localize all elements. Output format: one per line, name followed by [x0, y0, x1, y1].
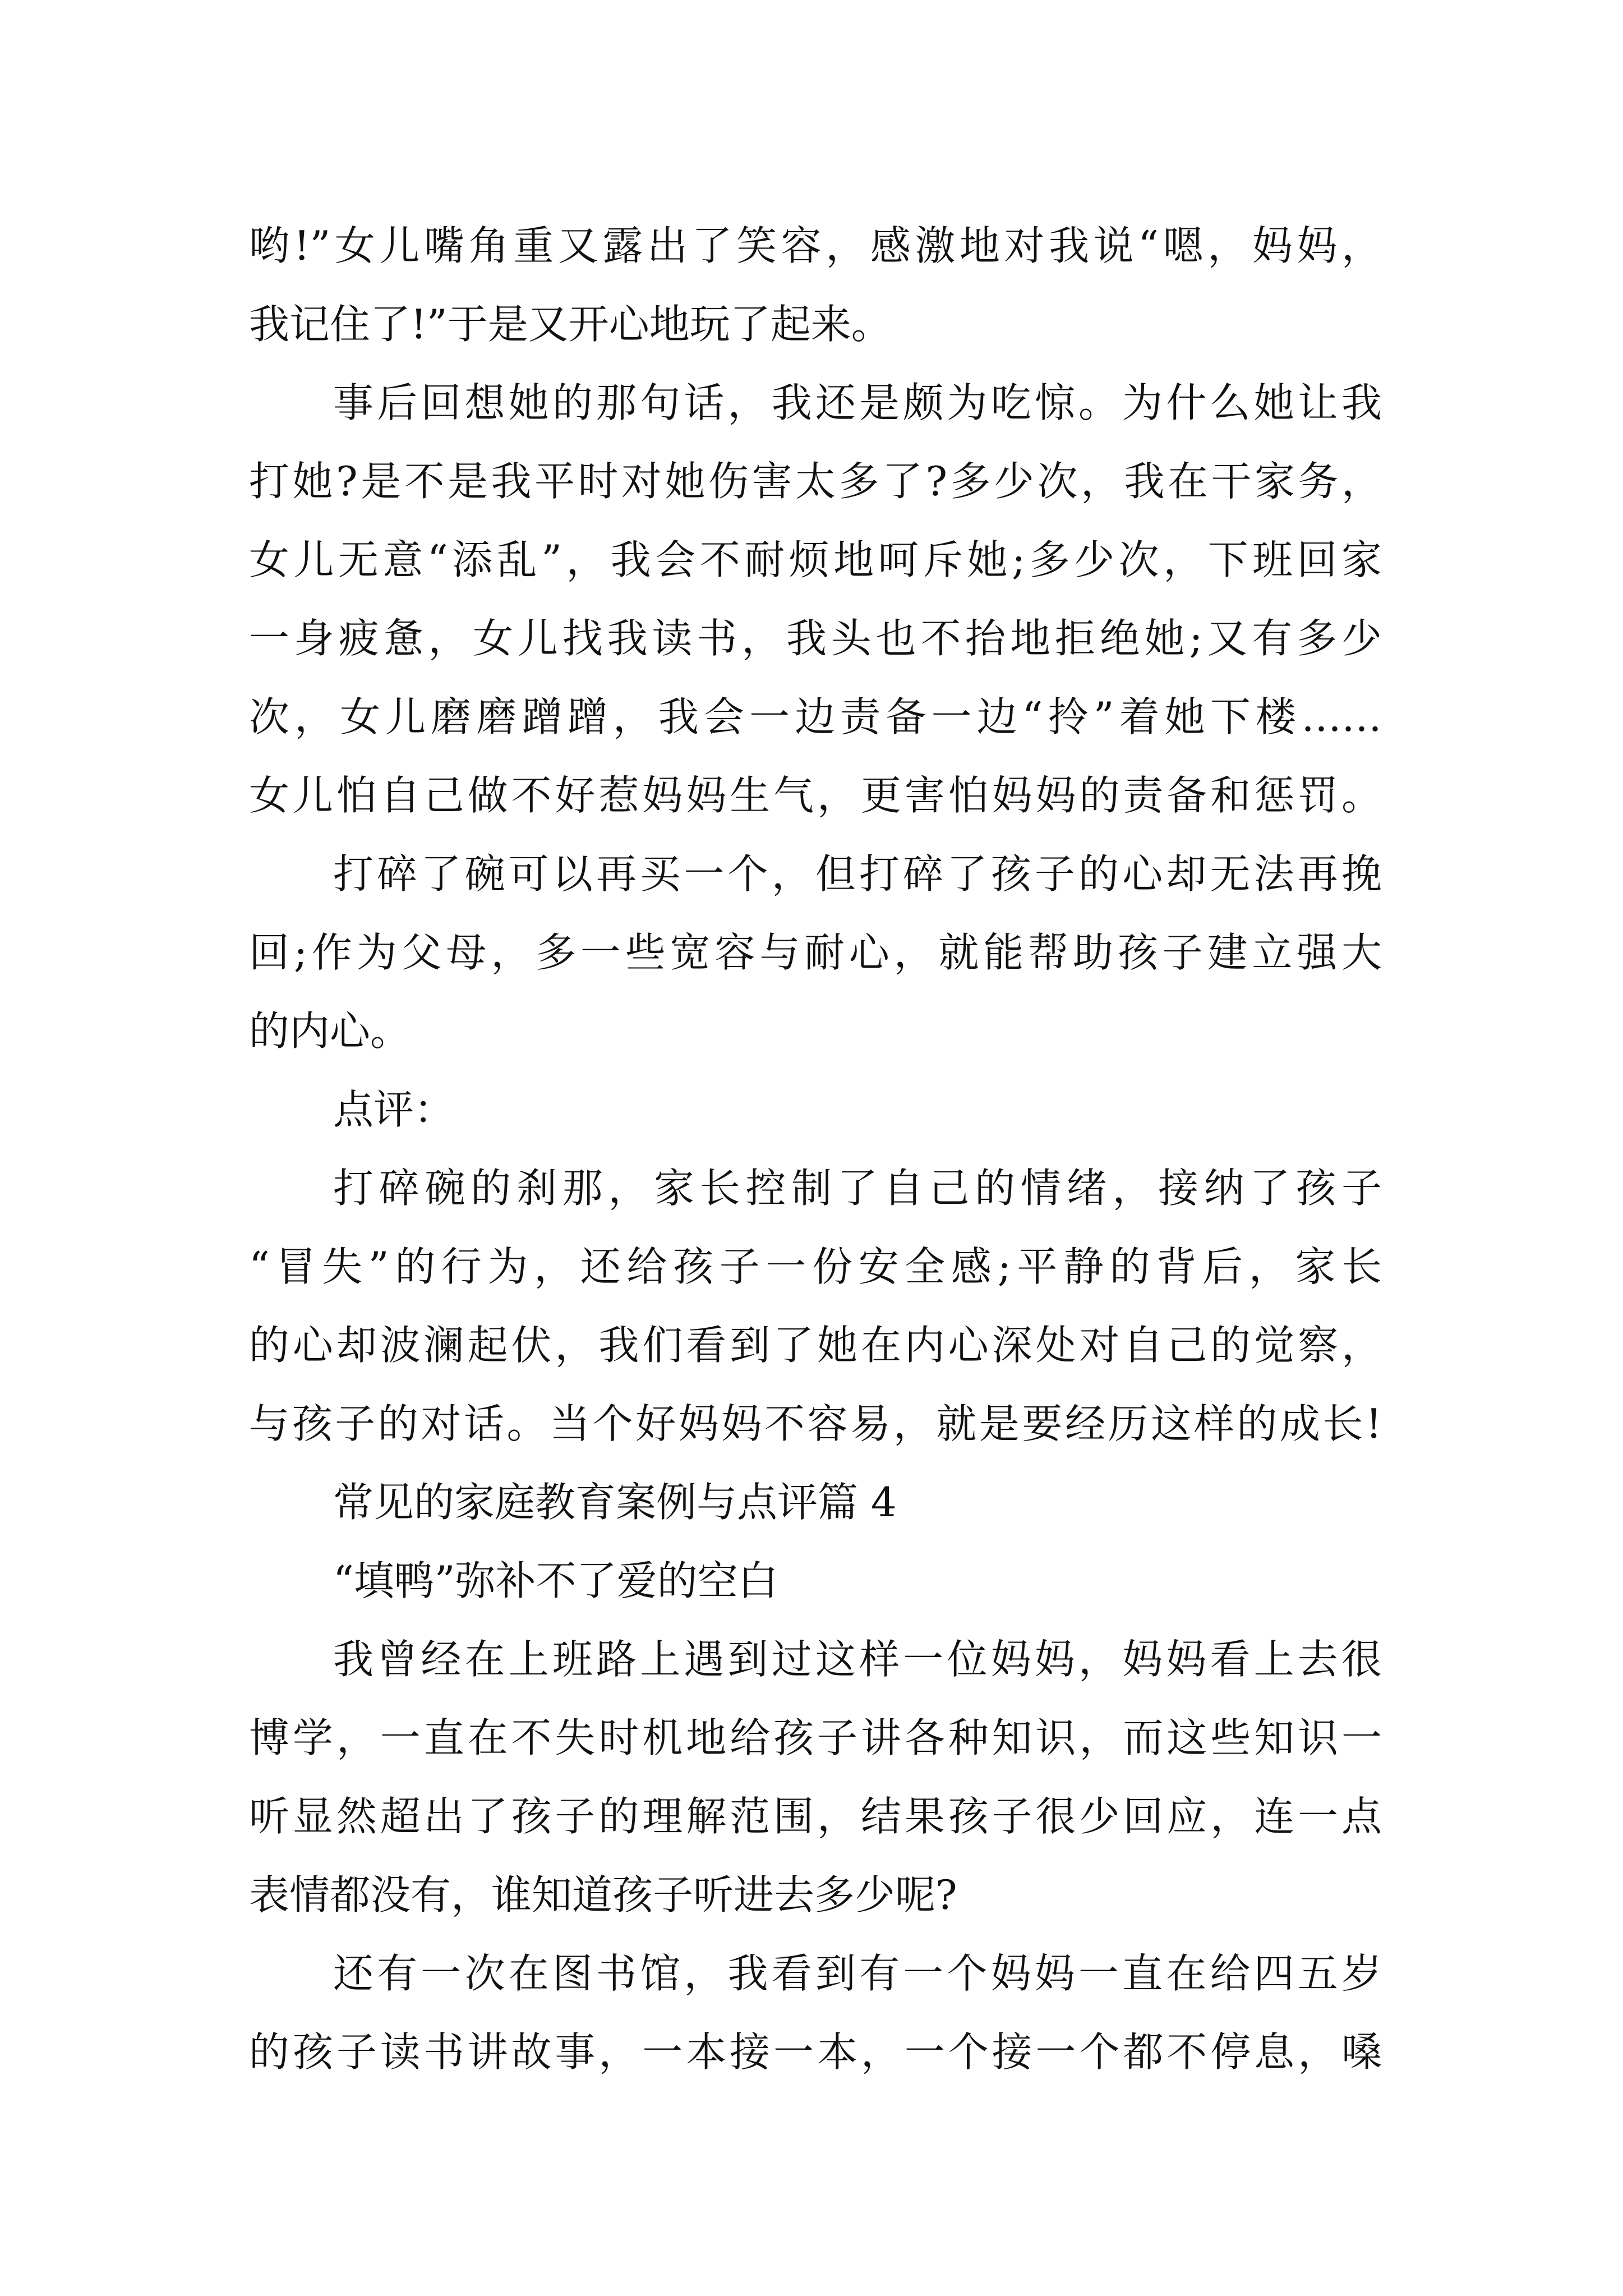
text-line: 打碎碗的刹那，家长控制了自己的情绪，接纳了孩子	[333, 1165, 1382, 1212]
text-line: 次，女儿磨磨蹭蹭，我会一边责备一边“拎”着她下楼……	[249, 693, 1382, 740]
text-line: “冒失”的行为，还给孩子一份安全感;平静的背后，家长	[249, 1243, 1382, 1290]
text-line: 女儿无意“添乱”，我会不耐烦地呵斥她;多少次，下班回家	[249, 536, 1382, 583]
section-heading: 常见的家庭教育案例与点评篇 4	[333, 1479, 897, 1526]
text-line: 回;作为父母，多一些宽容与耐心，就能帮助孩子建立强大	[249, 929, 1382, 976]
text-line: 我记住了!”于是又开心地玩了起来。	[249, 301, 892, 348]
document-body	[249, 206, 1382, 2091]
text-line: 打她?是不是我平时对她伤害太多了?多少次，我在干家务，	[249, 458, 1382, 505]
text-line: 一身疲惫，女儿找我读书，我头也不抬地拒绝她;又有多少	[249, 615, 1382, 662]
text-line: 的内心。	[249, 1007, 411, 1055]
text-line: 哟!”女儿嘴角重又露出了笑容，感激地对我说“嗯，妈妈，	[249, 222, 1382, 269]
text-line: 还有一次在图书馆，我看到有一个妈妈一直在给四五岁	[333, 1950, 1382, 1997]
text-line: 与孩子的对话。当个好妈妈不容易，就是要经历这样的成长!	[249, 1400, 1382, 1447]
text-line: 事后回想她的那句话，我还是颇为吃惊。为什么她让我	[333, 379, 1382, 426]
text-line: 我曾经在上班路上遇到过这样一位妈妈，妈妈看上去很	[333, 1636, 1382, 1683]
text-line: 女儿怕自己做不好惹妈妈生气，更害怕妈妈的责备和惩罚。	[249, 772, 1382, 819]
article-title: “填鸭”弥补不了爱的空白	[333, 1557, 778, 1604]
text-line: 博学，一直在不失时机地给孩子讲各种知识，而这些知识一	[249, 1714, 1382, 1761]
comment-heading: 点评：	[333, 1086, 455, 1133]
text-line: 表情都没有，谁知道孩子听进去多少呢?	[249, 1871, 957, 1918]
text-line: 听显然超出了孩子的理解范围，结果孩子很少回应，连一点	[249, 1793, 1382, 1840]
text-line: 的心却波澜起伏，我们看到了她在内心深处对自己的觉察，	[249, 1322, 1382, 1369]
text-line: 打碎了碗可以再买一个，但打碎了孩子的心却无法再挽	[333, 850, 1382, 898]
text-line: 的孩子读书讲故事，一本接一本，一个接一个都不停息，嗓	[249, 2028, 1382, 2076]
